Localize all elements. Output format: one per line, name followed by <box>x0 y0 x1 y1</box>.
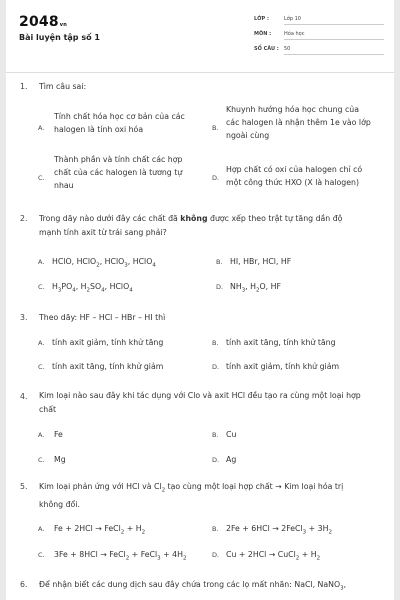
option-a[interactable]: tính axit giảm, tính khử tăng <box>52 338 164 347</box>
option-b[interactable]: tính axit tăng, tính khử tăng <box>226 338 336 347</box>
question-text-part: chất <box>39 404 57 414</box>
option-d[interactable] <box>230 280 281 298</box>
option-b[interactable] <box>226 103 391 142</box>
question-text <box>39 578 379 596</box>
option-text: Cu + 2HCl → CuCl$_2$ + $H_2$ <box>226 550 321 562</box>
option-letter: A. <box>38 339 45 347</box>
option-letter: C. <box>38 174 45 182</box>
logo-suffix: vn <box>59 22 67 28</box>
header-divider <box>6 72 394 73</box>
question-number: 1. <box>20 82 28 91</box>
question-text-part: Kim loại nào sau đây khi tác dụng với Clo và axit HCl đều tạo ra cùng một loại hợp <box>39 391 361 400</box>
option-letter: D. <box>212 456 220 464</box>
option-a[interactable]: Fe <box>54 430 63 439</box>
option-line: Hợp chất có oxi của halogen chỉ có <box>226 165 363 174</box>
option-b[interactable] <box>226 522 332 540</box>
question-text-part: không đổi. <box>39 500 80 510</box>
option-c[interactable]: Mg <box>54 455 66 464</box>
option-line: nhau <box>54 181 74 190</box>
question-number: 4. <box>20 392 28 401</box>
option-a[interactable] <box>52 255 156 273</box>
option-b[interactable]: Cu <box>226 430 237 439</box>
option-c[interactable] <box>54 548 187 566</box>
option-letter: A. <box>38 431 45 439</box>
option-d[interactable]: tính axit giảm, tính khử giảm <box>226 362 340 371</box>
subject-label: MÔN : <box>254 31 272 37</box>
option-text: Fe + 2HCl → FeCl$_2$ + $H_2$ <box>54 524 146 536</box>
question-count-label: SỐ CÂU : <box>254 46 279 52</box>
option-line: Khuynh hướng hóa học chung của <box>226 105 359 114</box>
option-d[interactable]: Ag <box>226 455 237 464</box>
question-text: Theo dãy: HF – HCl – HBr – HI thì <box>39 313 166 322</box>
option-line: Thành phần và tính chất các hợp <box>54 155 183 164</box>
option-a[interactable] <box>54 522 145 540</box>
question-text <box>39 212 379 239</box>
option-c[interactable]: tính axit tăng, tính khử giảm <box>52 362 164 371</box>
class-label: LỚP : <box>254 16 269 22</box>
option-letter: A. <box>38 258 45 266</box>
option-letter: B. <box>212 339 219 347</box>
question-number: 3. <box>20 313 28 322</box>
option-letter: A. <box>38 124 45 132</box>
worksheet-page <box>6 0 394 600</box>
option-letter: D. <box>216 283 224 291</box>
question-text-emphasis: không <box>180 214 208 223</box>
subject-value: Hóa học <box>284 31 384 40</box>
option-letter: B. <box>212 431 219 439</box>
question-text-part: Kim loại phản ứng với HCl và $Cl_2$ tạo cùng một loại hợp chất → Kim loại hóa trị <box>39 482 344 494</box>
option-letter: C. <box>38 551 45 559</box>
question-text-part: Để nhận biết các dung dịch sau đây chứa trong các lọ mất nhãn: NaCl, NaNO$_3$, <box>39 580 347 592</box>
question-count-value: 50 <box>284 46 384 55</box>
question-number: 5. <box>20 482 28 491</box>
logo-text: 2048 <box>19 14 59 30</box>
question-text <box>39 389 379 416</box>
option-line: chất của các halogen là tương tự <box>54 168 183 177</box>
option-letter: B. <box>212 124 219 132</box>
option-letter: B. <box>216 258 223 266</box>
option-c[interactable] <box>52 280 133 298</box>
question-text: Tìm câu sai: <box>39 82 87 91</box>
option-line: ngoài cùng <box>226 131 270 140</box>
class-value: Lớp 10 <box>284 16 384 25</box>
option-letter: C. <box>38 283 45 291</box>
option-text: $H_3PO_4$, $H_2SO_4$, HClO$_4$ <box>52 282 133 294</box>
question-text-part: mạnh tính axit từ trái sang phải? <box>39 227 167 237</box>
option-line: một công thức HXO (X là halogen) <box>226 178 360 187</box>
option-letter: D. <box>212 551 220 559</box>
option-letter: D. <box>212 174 220 182</box>
question-text-part: được xếp theo trật tự tăng dần độ <box>210 214 343 223</box>
option-text: 2Fe + 6HCl → 2FeCl$_3$ + $3H_2$ <box>226 524 332 536</box>
option-letter: B. <box>212 525 219 533</box>
question-text <box>39 480 379 512</box>
question-number: 2. <box>20 214 28 223</box>
option-letter: D. <box>212 363 220 371</box>
option-line: halogen là tính oxi hóa <box>54 125 144 134</box>
option-letter: C. <box>38 456 45 464</box>
question-text-part: Trong dãy nào dưới đây các chất đã <box>39 214 178 223</box>
option-letter: A. <box>38 525 45 533</box>
option-line: các halogen là nhận thêm 1e vào lớp <box>226 118 371 127</box>
option-letter: C. <box>38 363 45 371</box>
option-a[interactable] <box>54 110 204 136</box>
option-d[interactable] <box>226 163 391 189</box>
logo[interactable] <box>19 14 67 30</box>
worksheet-header <box>6 0 394 72</box>
option-b[interactable]: HI, HBr, HCl, HF <box>230 257 292 266</box>
option-text: 3Fe + 8HCl → FeCl$_2$ + FeCl$_3$ + $4H_2$ <box>54 550 187 562</box>
option-d[interactable] <box>226 548 320 566</box>
option-line: Tính chất hóa học cơ bản của các <box>54 112 185 121</box>
option-text: HClO, HClO$_2$, HClO$_3$, HClO$_4$ <box>52 257 156 269</box>
worksheet-title: Bài luyện tập số 1 <box>19 33 100 42</box>
option-c[interactable] <box>54 153 204 192</box>
question-number: 6. <box>20 580 28 589</box>
option-text: $NH_3$, $H_2O$, HF <box>230 282 281 294</box>
